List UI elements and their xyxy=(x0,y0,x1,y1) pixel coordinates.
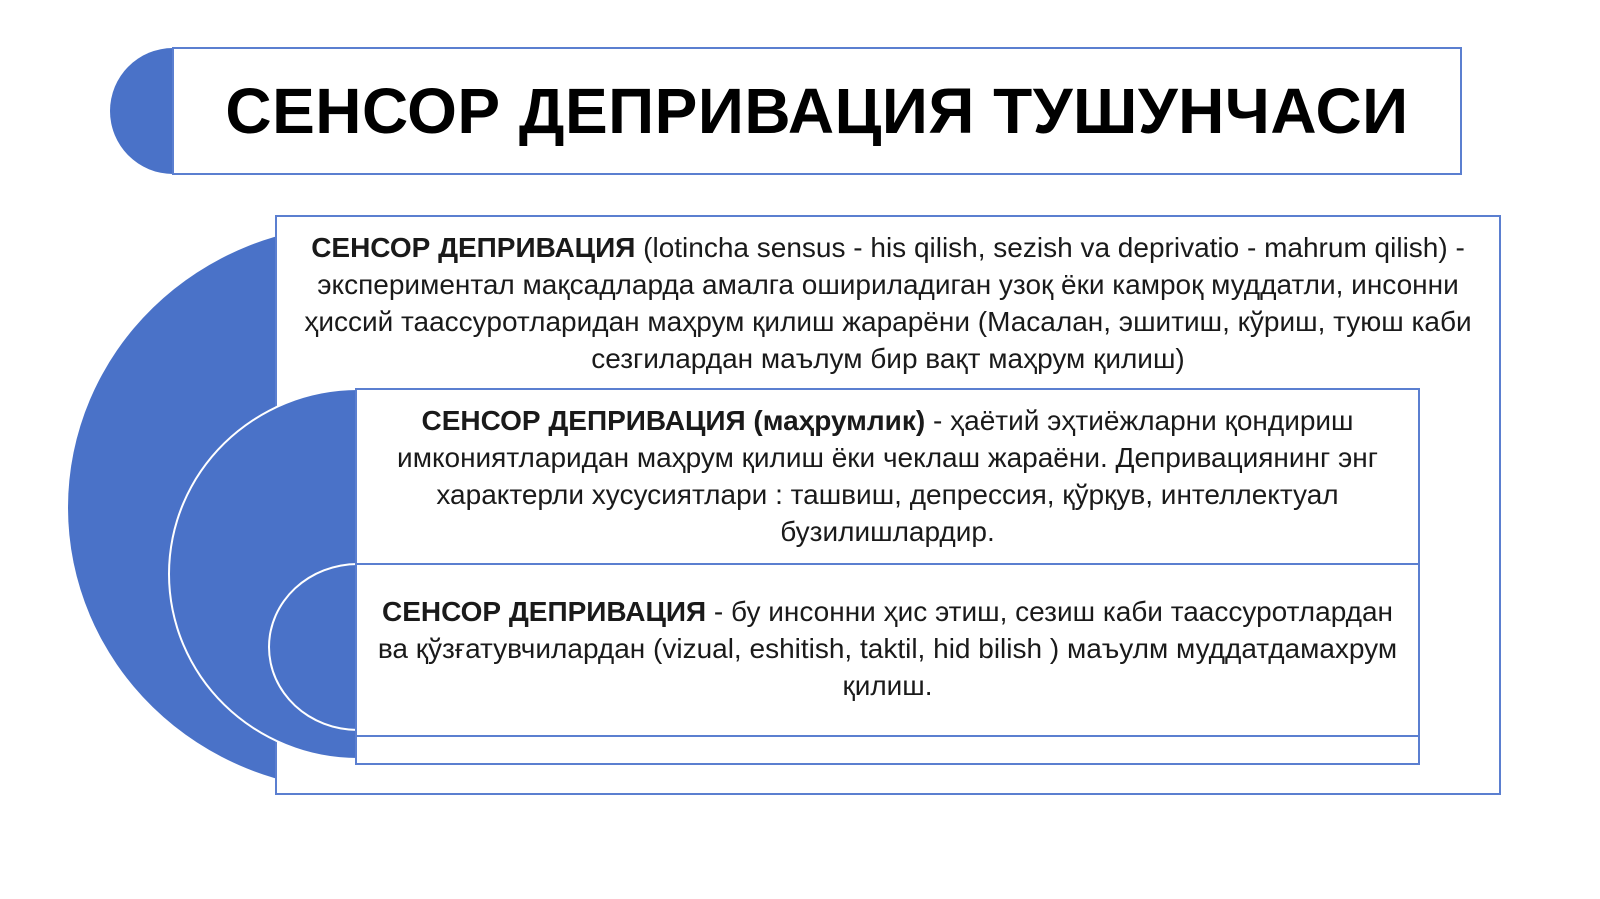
definition-term-1: СЕНСОР ДЕПРИВАЦИЯ xyxy=(311,232,636,263)
definition-term-2: СЕНСОР ДЕПРИВАЦИЯ (маҳрумлик) xyxy=(421,405,926,436)
definition-panel-2 xyxy=(355,388,1420,565)
definition-text-2: - ҳаётий эҳтиёжларни қондириш имкониятларидан маҳрум қилиш ёки чеклаш жараёни. Депривациянинг энг характерли хусусиятлари : ташвиш, депрессия, қўрқув, интеллектуал бузилишлардир. xyxy=(397,405,1378,547)
empty-panel-strip xyxy=(355,735,1420,765)
definition-text-1: (lotincha sensus - his qilish, sezish va deprivatio - mahrum qilish) - экспериментал мақсадларда амалга ошириладиган узоқ ёки камроқ муддатли, инсонни ҳиссий таассуротларидан маҳрум қилиш жарарёни (Масалан, эшитиш, кўриш, туюш каби сезгилардан маълум бир вақт маҳрум қилиш) xyxy=(304,232,1472,374)
definition-term-3: СЕНСОР ДЕПРИВАЦИЯ xyxy=(381,596,707,627)
definition-panel-3 xyxy=(355,563,1420,737)
title-banner xyxy=(172,47,1462,175)
definition-text-3: - бу инсонни ҳис этиш, сезиш каби таассуротлардан ва қўзғатувчилардан (vizual, eshitish, taktil, hid bilish ) маъулм муддатдамахрум қилиш. xyxy=(377,596,1398,701)
page-title: СЕНСОР ДЕПРИВАЦИЯ ТУШУНЧАСИ xyxy=(225,75,1409,147)
